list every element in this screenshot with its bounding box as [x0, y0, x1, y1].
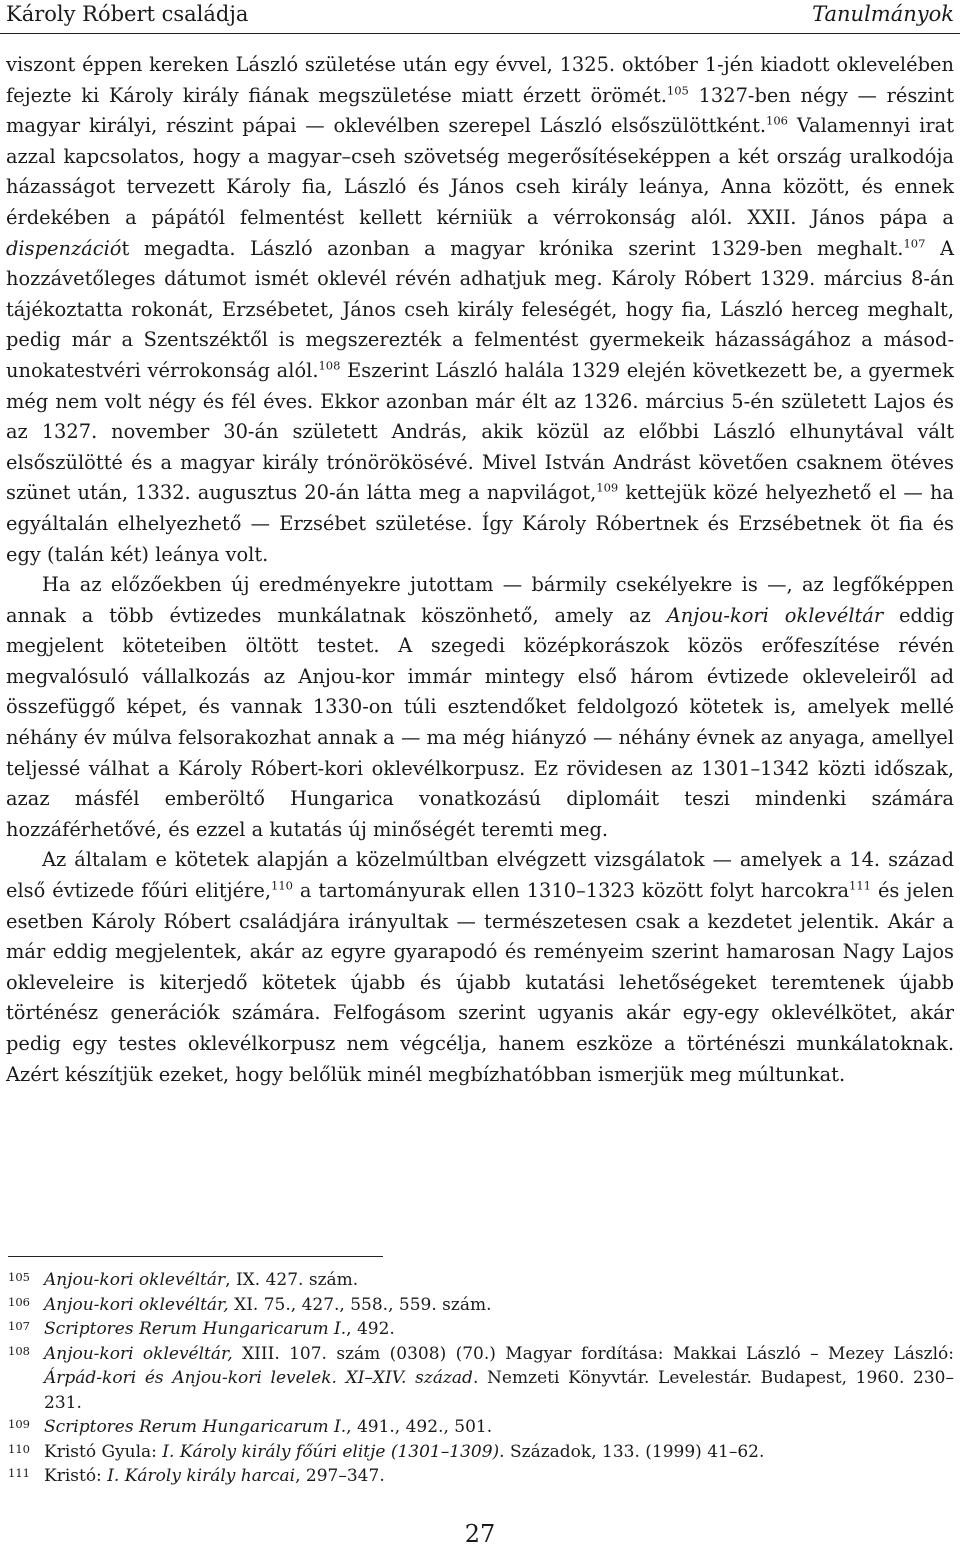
footnote — [8, 1317, 954, 1342]
text-run: Eszerint László halála 1329 elején következett be, a gyermek még nem volt négy és fél éves. Ekkor azonban már élt az 1326. március 5-én született Lajos és az 1327. november 30-án született András, akik közül az előbbi László elhunytával vált elsőszülötté és a magyar király trónörökösévé. Mivel István Andrást követően csaknem ötéves szünet után, 1332. augusztus 20-án látta meg a napvilágot, — [6, 358, 954, 505]
italic-text: Árpád-kori és Anjou-kori levelek. XI–XIV. század — [44, 1368, 473, 1388]
footnote-number: 111 — [8, 1466, 30, 1480]
italic-text: Scriptores Rerum Hungaricarum I. — [44, 1319, 347, 1339]
text-run: , 491., 492., 501. — [346, 1417, 493, 1437]
italic-text: dispenzáció — [6, 236, 122, 260]
text-run: kettejük közé helyezhető el — ha egyáltalán elhelyezhető — Erzsébet születése. Így Károly Róbertnek és Erzsébetnek öt fia és egy (talán két) leánya volt. — [6, 481, 954, 566]
header-rule — [0, 33, 960, 34]
text-run: eddig megjelent köteteiben öltött testet. A szegedi középkorászok közös erőfeszítése révén megvalósuló vállalkozás az Anjou-kor immár mintegy első három évtizede okleveleiről ad összefüggő képet, és vannak 1330-on túli esztendőket feldolgozó kötetek is, amelyek mellé néhány év múlva felsorakozhat annak a — ma még hiányzó — néhány évnek az anyaga, amellyel teljessé válhat a Károly Róbert-kori oklevélkorpusz. Ez rövidesen az 1301–1342 közti időszak, azaz másfél emberöltő Hungarica vonatkozású diplomáit teszi mindenki számára hozzáférhetővé, és ezzel a kutatás új minőségét teremti meg. — [6, 603, 954, 841]
text-run: a tartományurak ellen 1310–1323 között folyt harcokra — [292, 879, 850, 903]
footnote — [8, 1440, 954, 1465]
text-run: Kristó Gyula: — [44, 1441, 163, 1462]
footnote-separator — [8, 1256, 383, 1257]
footnote-number: 108 — [8, 1343, 30, 1358]
text-run: . Századok, 133. (1999) 41–62. — [499, 1441, 765, 1462]
footnote-number: 110 — [8, 1441, 30, 1456]
footnote-number: 106 — [8, 1294, 30, 1309]
footnote — [8, 1415, 954, 1440]
italic-text: Anjou-kori oklevéltár, — [44, 1343, 233, 1364]
footnote-text — [44, 1440, 954, 1465]
footnote-number: 105 — [8, 1270, 30, 1284]
footnote — [8, 1293, 954, 1318]
footnote-number: 107 — [8, 1319, 30, 1333]
footnote-number: 109 — [8, 1417, 30, 1431]
footnote — [8, 1268, 954, 1293]
text-run: és jelen esetben Károly Róbert családjára irányultak — természetesen csak a kezdetet jelentik. Akár a már eddig megjelentek, akár az egyre gyarapodó és reményeim szerint hamarosan Nagy Lajos okleveleire is kiterjedő kötetek újabb és újabb kutatási lehetőségeket teremtenek újabb történész generációk számára. Felfogásom szerint ugyanis akár egy-egy oklevélkötet, akár pedig egy testes oklevélkorpusz nem végcélja, hanem eszköze a történészi munkálatoknak. Azért készítjük ezeket, hogy belőlük minél megbízhatóbban ismerjük meg múltunkat. — [6, 879, 954, 1086]
italic-text: Anjou-kori oklevéltár, — [44, 1294, 229, 1315]
footnotes — [8, 1268, 954, 1489]
footnote-ref: 105 — [666, 83, 689, 98]
footnote-text — [44, 1415, 954, 1440]
page-number: 27 — [464, 1520, 496, 1548]
footnote-ref: 106 — [766, 113, 788, 128]
text-run: , 297–347. — [295, 1466, 385, 1486]
text-run: t megadta. László azonban a magyar krónika szerint 1329-ben meghalt. — [121, 236, 904, 260]
text-run: Valamennyi irat azzal kapcsolatos, hogy a magyar–cseh szövetség megerősítéseképpen a két ország uralkodója házasságot tervezett Károly fia, László és János cseh király leánya, Anna között, és ennek érdekében a pápától felmentést kellett kérniük a vérrokonság alól. XXII. János pápa a — [6, 114, 954, 229]
text-run: 1327-ben négy — részint magyar királyi, részint pápai — oklevélben szerepel László elsőszülöttként. — [6, 83, 954, 138]
text-run: viszont éppen kereken László születése után egy évvel, 1325. október 1-jén kiadott oklevelében fejezte ki Károly király fiának megszületése miatt érzett örömét. — [6, 53, 954, 107]
footnote — [8, 1464, 954, 1489]
text-run: Ha az előzőekben új eredményekre jutottam — bármily csekélyekre is —, az legfőképpen annak a több évtizedes munkálatnak köszönhető, amely az — [6, 573, 954, 627]
footnote-text — [44, 1268, 954, 1293]
running-header-section: Tanulmányok — [812, 2, 954, 26]
footnote-ref: 107 — [903, 236, 926, 251]
text-run: . Nemzeti Könyvtár. Levelestár. Budapest, 1960. 230–231. — [44, 1368, 954, 1413]
text-run: , 492. — [346, 1319, 395, 1339]
footnote-ref: 108 — [318, 358, 341, 373]
italic-text: Anjou-kori oklevéltár — [44, 1270, 226, 1290]
running-header — [0, 0, 960, 32]
footnote — [8, 1342, 954, 1416]
footnote-text — [44, 1464, 954, 1489]
text-run: Kristó: — [44, 1466, 108, 1486]
text-run: A hozzávetőleges dátumot ismét oklevél révén adhatjuk meg. Károly Róbert 1329. március 8-án tájékoztatta rokonát, Erzsébetet, János cseh király feleségét, hogy fia, László herceg meghalt, pedig már a Szentszéktől is megszerezték a felmentést gyermekeik házasságához a másod-unokatestvéri vérrokonság alól. — [6, 236, 954, 382]
italic-text: I. Károly király harcai — [107, 1466, 296, 1486]
paragraph — [6, 50, 954, 570]
footnote-text — [44, 1342, 954, 1416]
footnote-ref: 111 — [849, 878, 871, 893]
body-text — [6, 50, 954, 1090]
text-run: XIII. 107. szám (0308) (70.) Magyar fordítása: Makkai László – Mezey László: — [232, 1343, 954, 1364]
text-run: XI. 75., 427., 558., 559. szám. — [228, 1294, 492, 1315]
italic-text: Anjou-kori oklevéltár — [666, 603, 884, 627]
running-header-title: Károly Róbert családja — [6, 2, 249, 26]
paragraph — [6, 570, 954, 845]
footnote-ref: 109 — [596, 480, 619, 495]
paragraph — [6, 845, 954, 1090]
footnote-text — [44, 1293, 954, 1318]
footnote-ref: 110 — [271, 878, 293, 893]
text-run: , IX. 427. szám. — [225, 1270, 359, 1290]
footnote-text — [44, 1317, 954, 1342]
text-run: Az általam e kötetek alapján a közelmúltban elvégzett vizsgálatok — amelyek a 14. század első évtizede főúri elitjére, — [6, 848, 954, 903]
italic-text: I. Károly király főúri elitje (1301–1309) — [162, 1441, 500, 1462]
italic-text: Scriptores Rerum Hungaricarum I. — [44, 1417, 347, 1437]
